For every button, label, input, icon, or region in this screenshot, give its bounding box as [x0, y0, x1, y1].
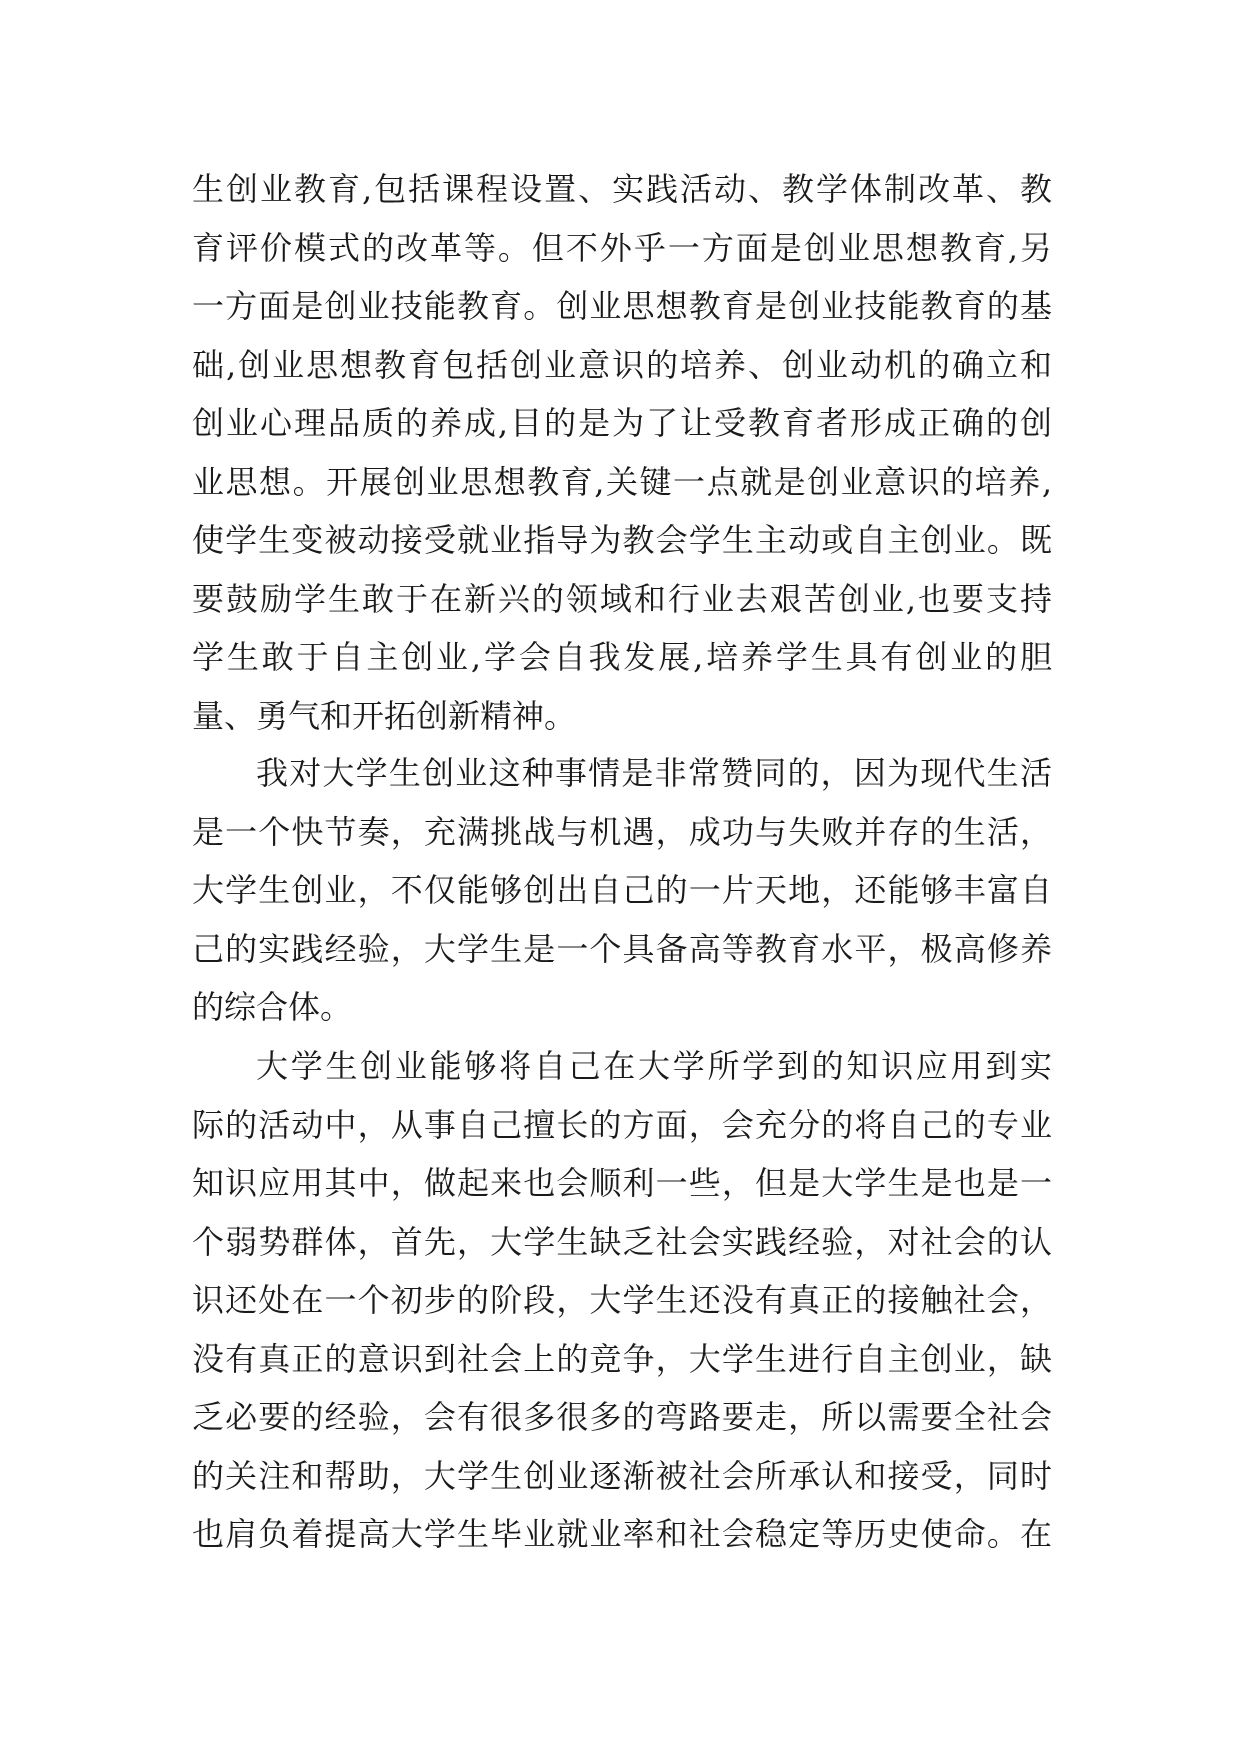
paragraph-line: 使学生变被动接受就业指导为教会学生主动或自主创业。既 — [192, 521, 1052, 559]
paragraph-line: 学生敢于自主创业,学会自我发展,培养学生具有创业的胆 — [192, 638, 1052, 676]
paragraph-line: 的综合体。 — [192, 988, 353, 1026]
paragraph-line: 没有真正的意识到社会上的竞争，大学生进行自主创业，缺 — [192, 1339, 1052, 1378]
paragraph-line: 育评价模式的改革等。但不外乎一方面是创业思想教育,另 — [192, 228, 1052, 267]
paragraph-line: 个弱势群体，首先，大学生缺乏社会实践经验，对社会的认 — [192, 1222, 1052, 1261]
paragraph-line: 我对大学生创业这种事情是非常赞同的，因为现代生活 — [256, 754, 1052, 792]
paragraph-line: 础,创业思想教育包括创业意识的培养、创业动机的确立和 — [192, 345, 1052, 384]
paragraph-line: 是一个快节奏，充满挑战与机遇，成功与失败并存的生活， — [192, 812, 1052, 851]
paragraph-3 — [192, 1037, 1052, 1564]
paragraph-line: 乏必要的经验，会有很多很多的弯路要走，所以需要全社会 — [192, 1398, 1052, 1436]
paragraph-line: 生创业教育,包括课程设置、实践活动、教学体制改革、教 — [192, 170, 1052, 208]
paragraph-line: 识还处在一个初步的阶段，大学生还没有真正的接触社会， — [192, 1281, 1052, 1319]
paragraph-line: 己的实践经验，大学生是一个具备高等教育水平，极高修养 — [192, 929, 1052, 968]
paragraph-line: 知识应用其中，做起来也会顺利一些，但是大学生是也是一 — [192, 1164, 1052, 1202]
paragraph-line: 大学生创业能够将自己在大学所学到的知识应用到实 — [256, 1047, 1052, 1085]
paragraph-2 — [192, 744, 1052, 1037]
paragraph-line: 的关注和帮助，大学生创业逐渐被社会所承认和接受，同时 — [192, 1456, 1052, 1495]
paragraph-line: 创业心理品质的养成,目的是为了让受教育者形成正确的创 — [192, 404, 1052, 442]
paragraph-line: 要鼓励学生敢于在新兴的领域和行业去艰苦创业,也要支持 — [192, 579, 1052, 618]
paragraph-line: 大学生创业，不仅能够创出自己的一片天地，还能够丰富自 — [192, 871, 1052, 909]
paragraph-line: 业思想。开展创业思想教育,关键一点就是创业意识的培养, — [192, 462, 1052, 501]
paragraph-1 — [192, 160, 1052, 745]
paragraph-line: 际的活动中，从事自己擅长的方面，会充分的将自己的专业 — [192, 1105, 1052, 1144]
paragraph-line: 也肩负着提高大学生毕业就业率和社会稳定等历史使命。在 — [192, 1515, 1052, 1553]
paragraph-line: 一方面是创业技能教育。创业思想教育是创业技能教育的基 — [192, 287, 1052, 325]
paragraph-line: 量、勇气和开拓创新精神。 — [192, 696, 577, 735]
